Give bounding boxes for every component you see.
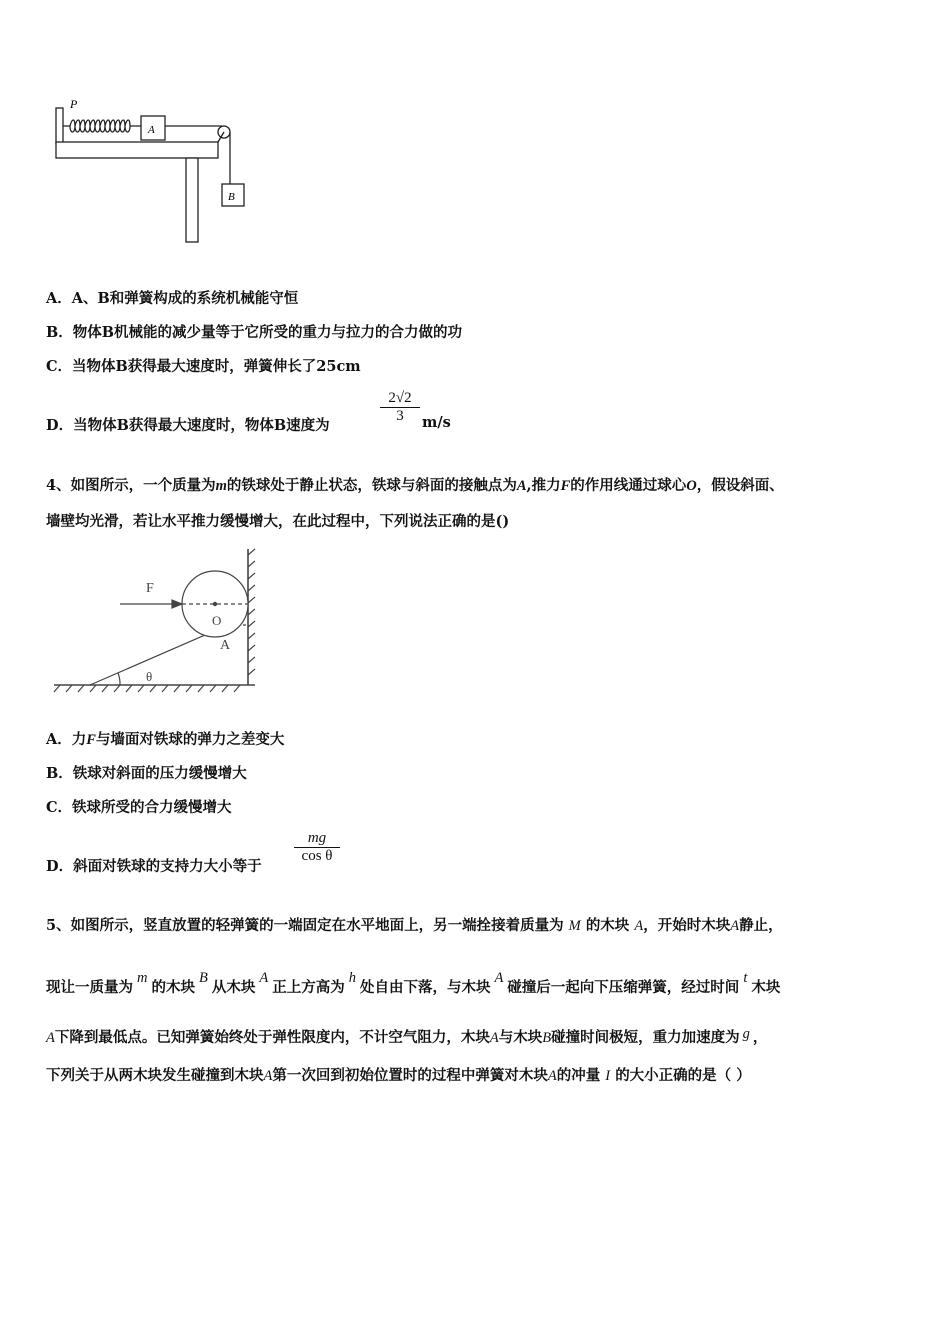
figure-ball-incline xyxy=(50,545,270,695)
q3-option-d xyxy=(46,414,330,435)
fraction-denominator: cos θ xyxy=(301,848,333,864)
label-a: A xyxy=(220,638,231,653)
wall-p xyxy=(56,108,63,144)
q3-option-b: B．物体B机械能的减少量等于它所受的重力与拉力的合力做的功 xyxy=(46,324,463,341)
q3-option-a: A．A、B和弹簧构成的系统机械能守恒 xyxy=(46,290,299,307)
q3-option-d-text: D．当物体B获得最大速度时，物体B速度为 xyxy=(46,417,330,434)
fraction-denominator: 3 xyxy=(396,408,404,424)
label-p: P xyxy=(70,97,78,111)
label-o: O xyxy=(212,613,222,628)
q4-option-c: C．铁球所受的合力缓慢增大 xyxy=(46,799,232,816)
label-f: F xyxy=(146,581,154,596)
figure-spring-pulley xyxy=(44,96,254,246)
q5-stem-line4: 下列关于从两木块发生碰撞到木块A第一次回到初始位置时的过程中弹簧对木块A的冲量 I 的大小正确的是（ ） xyxy=(46,1067,751,1084)
spring xyxy=(63,120,141,132)
q5-stem-line2: 现让一质量为m的木块B从木块A正上方高为h处自由下落，与木块A碰撞后一起向下压缩弹簧，经过时间t木块 xyxy=(46,970,781,996)
label-a: A xyxy=(148,124,155,136)
q4-option-d-fraction xyxy=(294,830,340,865)
table-leg xyxy=(186,158,198,242)
label-b: B xyxy=(228,191,235,203)
q3-option-c: C．当物体B获得最大速度时，弹簧伸长了25cm xyxy=(46,358,361,375)
q5-stem-line1: 5、如图所示，竖直放置的轻弹簧的一端固定在水平地面上，另一端拴接着质量为 M 的木块 A，开始时木块A静止， xyxy=(46,917,783,934)
q4-stem-line2: 墙壁均光滑，若让水平推力缓慢增大，在此过程中，下列说法正确的是() xyxy=(46,513,510,530)
fraction-numerator: mg xyxy=(307,830,327,846)
fraction-numerator: 2√2 xyxy=(388,390,412,406)
q3-option-d-unit: m/s xyxy=(422,414,451,431)
q4-option-b: B．铁球对斜面的压力缓慢增大 xyxy=(46,765,247,782)
table-top xyxy=(56,142,218,158)
wall-hatch xyxy=(248,549,255,675)
label-theta: θ xyxy=(146,669,153,684)
q5-stem-line3: A下降到最低点。已知弹簧始终处于弹性限度内，不计空气阻力，木块A与木块B碰撞时间极短，重力加速度为 g ， xyxy=(46,1026,768,1046)
q4-option-d xyxy=(46,855,262,876)
q3-option-d-fraction xyxy=(380,390,420,425)
q4-stem-line1: 4、如图所示，一个质量为m的铁球处于静止状态，铁球与斜面的接触点为A,推力F的作用线通过球心O，假设斜面、 xyxy=(46,477,784,494)
q4-option-a: A．力F与墙面对铁球的弹力之差变大 xyxy=(46,731,285,748)
q4-option-d-text: D．斜面对铁球的支持力大小等于 xyxy=(46,858,262,875)
ground-hatch xyxy=(54,685,240,692)
angle-arc xyxy=(118,673,120,685)
